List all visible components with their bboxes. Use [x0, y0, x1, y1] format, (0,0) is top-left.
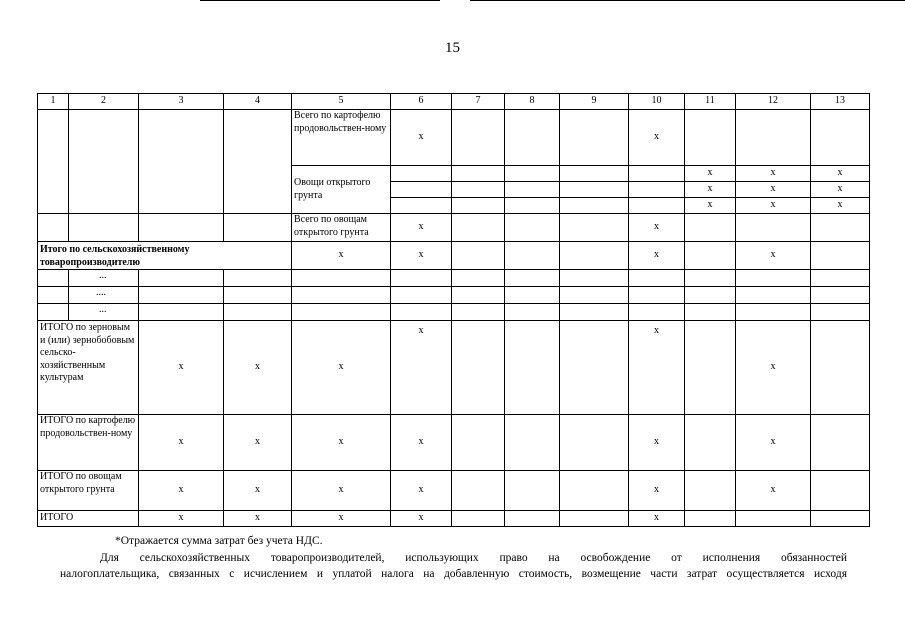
x-mark: x [685, 198, 736, 214]
footnote: *Отражается сумма затрат без учета НДС. [115, 535, 323, 547]
x-mark: x [629, 110, 685, 166]
x-mark: x [685, 166, 736, 182]
x-mark: x [629, 471, 685, 511]
x-mark: x [629, 511, 685, 527]
row-label-producer-total: Итого по сельскохозяйственному товаропроизводителю [38, 242, 292, 270]
x-mark: x [224, 321, 292, 415]
x-mark: x [736, 166, 811, 182]
x-mark: x [736, 242, 811, 270]
col-header: 10 [629, 94, 685, 110]
col-header: 12 [736, 94, 811, 110]
x-mark: x [292, 321, 391, 415]
table-row [38, 304, 870, 321]
x-mark: x [629, 242, 685, 270]
row-label-potato-total: Всего по картофелю продовольствен-ному [292, 110, 391, 166]
col-header: 3 [139, 94, 224, 110]
ellipsis: ... [69, 270, 139, 287]
x-mark: x [391, 214, 452, 242]
top-rule-right [470, 0, 905, 1]
table-row [38, 321, 870, 415]
x-mark: x [811, 182, 870, 198]
top-rule-left [200, 0, 440, 1]
x-mark: x [139, 471, 224, 511]
table-row [38, 415, 870, 471]
cost-table [37, 93, 870, 527]
x-mark: x [224, 415, 292, 471]
x-mark: x [736, 198, 811, 214]
col-header: 11 [685, 94, 736, 110]
x-mark: x [139, 321, 224, 415]
ellipsis: ... [69, 304, 139, 321]
x-mark: x [391, 321, 452, 415]
table-row [38, 242, 870, 270]
x-mark: x [629, 214, 685, 242]
col-header: 1 [38, 94, 69, 110]
row-label-veg-itogo: ИТОГО по овощам открытого грунта [38, 471, 139, 511]
x-mark: x [811, 166, 870, 182]
paragraph-line-2: налогоплательщика, связанных с исчислением и уплатой налога на добавленную стоимость, возмещение части затрат осуществляется исходя [60, 568, 847, 580]
table-row [38, 214, 870, 242]
table-row [38, 287, 870, 304]
col-header: 5 [292, 94, 391, 110]
col-header: 4 [224, 94, 292, 110]
x-mark: x [685, 182, 736, 198]
table-row [38, 110, 870, 166]
col-header: 6 [391, 94, 452, 110]
x-mark: x [292, 415, 391, 471]
x-mark: x [139, 415, 224, 471]
column-number-row [38, 94, 870, 110]
col-header: 13 [811, 94, 870, 110]
x-mark: x [811, 198, 870, 214]
row-label-potato-itogo: ИТОГО по картофелю продовольствен-ному [38, 415, 139, 471]
paragraph-line-1: Для сельскохозяйственных товаропроизводителей, использующих право на освобождение от исполнения обязанностей [100, 552, 847, 564]
x-mark: x [629, 415, 685, 471]
x-mark: x [391, 242, 452, 270]
col-header: 8 [505, 94, 560, 110]
x-mark: x [292, 511, 391, 527]
x-mark: x [736, 182, 811, 198]
x-mark: x [292, 242, 391, 270]
x-mark: x [391, 415, 452, 471]
table-row [38, 511, 870, 527]
x-mark: x [736, 415, 811, 471]
x-mark: x [629, 321, 685, 415]
row-label-vegetables: Овощи открытого грунта [292, 166, 391, 214]
ellipsis: .... [69, 287, 139, 304]
x-mark: x [391, 110, 452, 166]
col-header: 7 [452, 94, 505, 110]
x-mark: x [736, 471, 811, 511]
table-row [38, 270, 870, 287]
row-label-veg-total: Всего по овощам открытого грунта [292, 214, 391, 242]
x-mark: x [139, 511, 224, 527]
x-mark: x [736, 321, 811, 415]
col-header: 2 [69, 94, 139, 110]
x-mark: x [292, 471, 391, 511]
page-number: 15 [445, 40, 460, 56]
x-mark: x [391, 471, 452, 511]
x-mark: x [224, 511, 292, 527]
table-row [38, 471, 870, 511]
x-mark: x [391, 511, 452, 527]
row-label-grand-total: ИТОГО [38, 511, 139, 527]
row-label-grain-total: ИТОГО по зерновым и (или) зернобобовым сельско-хозяйственным культурам [38, 321, 139, 415]
x-mark: x [224, 471, 292, 511]
col-header: 9 [560, 94, 629, 110]
